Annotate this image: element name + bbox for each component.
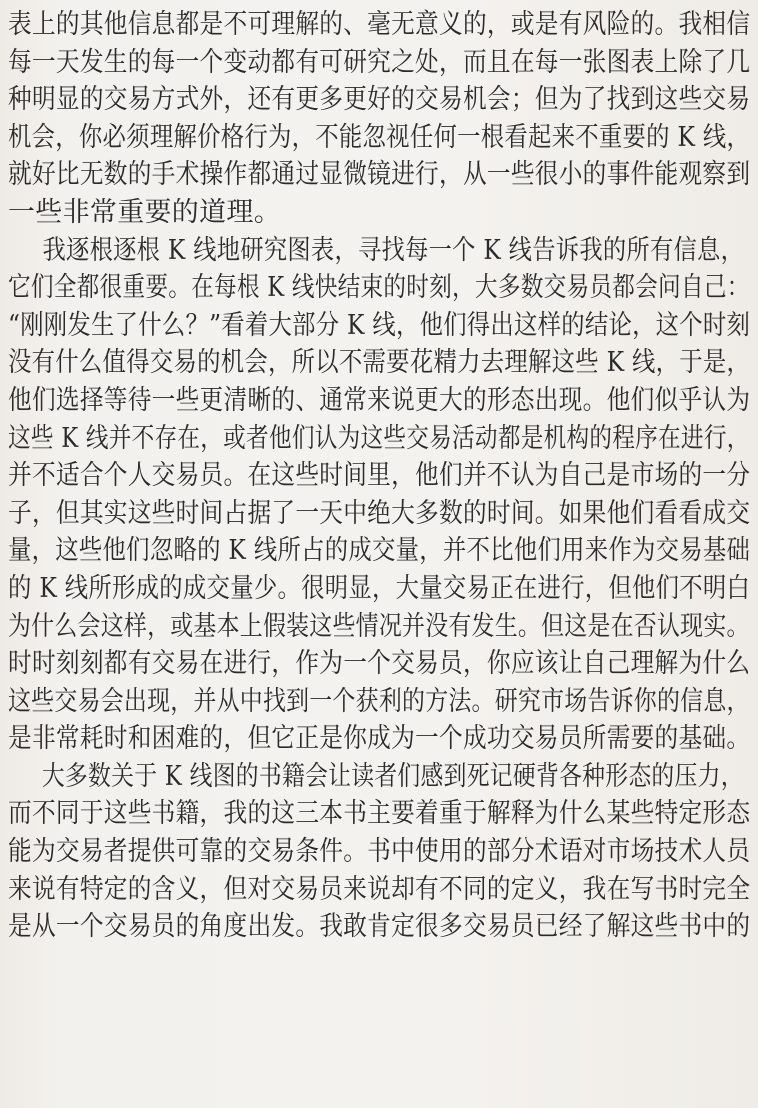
text-line: 这些 K 线并不存在，或者他们认为这些交易活动都是机构的程序在进行， [8,422,750,454]
text-line: 的 K 线所形成的成交量少。很明显，大量交易正在进行，但他们不明白 [8,572,751,604]
text-line-indented: 大多数关于 K 线图的书籍会让读者们感到死记硬背各种形态的压力， [41,760,744,792]
text-line: “刚刚发生了什么？”看着大部分 K 线，他们得出这样的结论，这个时刻 [8,309,751,341]
text-line: 能为交易者提供可靠的交易条件。书中使用的部分术语对市场技术人员 [8,836,751,868]
text-line: 子，但其实这些时间占据了一天中绝大多数的时间。如果他们看看成交 [8,497,751,529]
text-line: 它们全都很重要。在每根 K 线快结束的时刻，大多数交易员都会问自己： [8,272,750,304]
text-line: 每一天发生的每一个变动都有可研究之处，而且在每一张图表上除了几 [8,46,751,78]
text-line: 而不同于这些书籍，我的这三本书主要着重于解释为什么某些特定形态 [8,798,751,830]
text-line: 是非常耗时和困难的，但它正是你成为一个成功交易员所需要的基础。 [8,723,751,755]
text-line: 这些交易会出现，并从中找到一个获利的方法。研究市场告诉你的信息， [8,685,750,717]
text-line: 一些非常重要的道理。 [8,196,281,228]
text-line: 来说有特定的含义，但对交易员来说却有不同的定义，我在写书时完全 [8,873,751,905]
text-line-indented: 我逐根逐根 K 线地研究图表，寻找每一个 K 线告诉我的所有信息， [42,234,745,266]
paragraph-1 [8,6,750,232]
text-line: 种明显的交易方式外，还有更多更好的交易机会；但为了找到这些交易 [8,84,751,116]
text-line: 时时刻刻都有交易在进行，作为一个交易员，你应该让自己理解为什么 [8,648,751,680]
text-line: 为什么会这样，或基本上假装这些情况并没有发生。但这是在否认现实。 [8,610,750,642]
text-line: 机会，你必须理解价格行为，不能忽视任何一根看起来不重要的 K 线， [8,121,751,153]
page-text [8,6,750,946]
paragraph-3 [8,758,750,946]
text-line: 表上的其他信息都是不可理解的、毫无意义的，或是有风险的。我相信 [8,9,751,40]
text-line: 就好比无数的手术操作都通过显微镜进行，从一些很小的事件能观察到 [8,159,751,191]
text-line: 他们选择等待一些更清晰的、通常来说更大的形态出现。他们似乎认为 [8,384,751,416]
text-line: 是从一个交易员的角度出发。我敢肯定很多交易员已经了解这些书中的 [8,911,751,943]
paragraph-2 [8,232,750,758]
text-line: 量，这些他们忽略的 K 线所占的成交量，并不比他们用来作为交易基础 [8,535,751,567]
text-line: 没有什么值得交易的机会，所以不需要花精力去理解这些 K 线，于是， [8,347,751,379]
text-line: 并不适合个人交易员。在这些时间里，他们并不认为自己是市场的一分 [8,460,751,492]
